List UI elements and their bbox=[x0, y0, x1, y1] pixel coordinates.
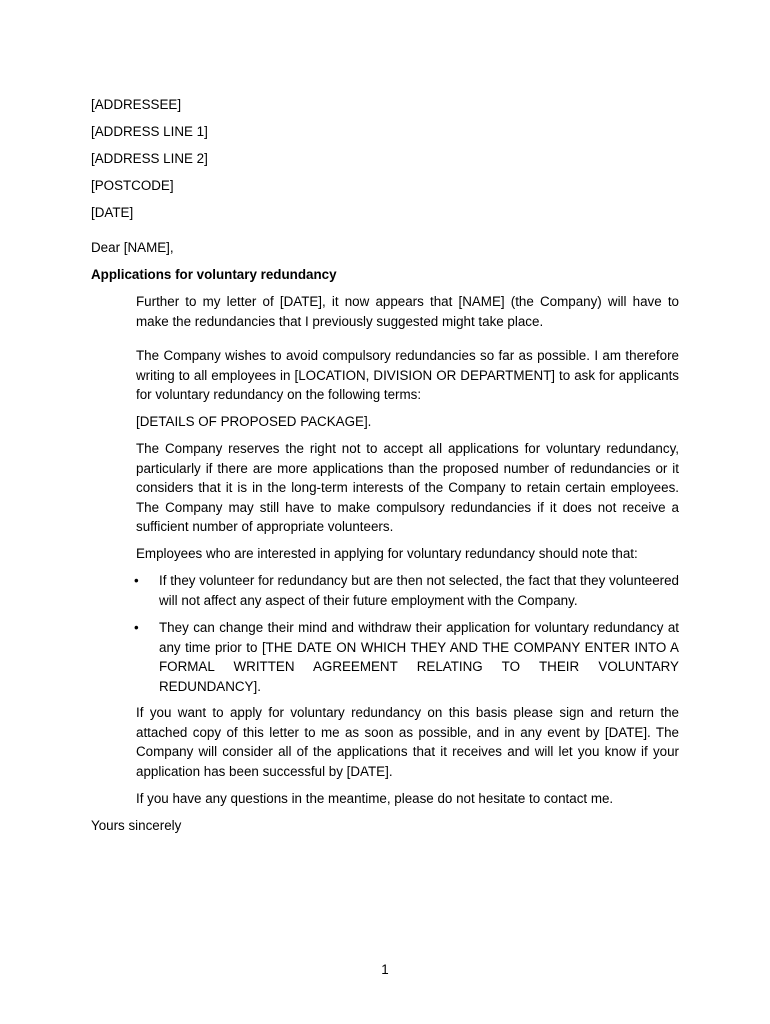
bullet-symbol: • bbox=[134, 573, 139, 588]
paragraph-7: If you have any questions in the meantime, please do not hesitate to contact me. bbox=[136, 791, 614, 806]
paragraph-6: If you want to apply for voluntary redundancy on this basis please sign and return the attached copy of this letter to me as soon as possible, and in any event by [DATE]. The Company will consider all of the applications that it receives and will let you know if your application has been successful by [DATE]. bbox=[136, 705, 679, 779]
paragraph-3: [DETAILS OF PROPOSED PACKAGE]. bbox=[136, 414, 372, 429]
bullet-text-2: They can change their mind and withdraw their application for voluntary redundancy at any time prior to [THE DATE ON WHICH THEY AND THE COMPANY ENTER INTO A FORMAL WRITTEN AGREEMENT RELATING TO THEIR VOLUNTARY REDUNDANCY]. bbox=[159, 620, 679, 694]
bullet-text-1: If they volunteer for redundancy but are then not selected, the fact that they volunteered will not affect any aspect of their future employment with the Company. bbox=[159, 573, 679, 608]
closing: Yours sincerely bbox=[91, 818, 182, 833]
paragraph-4: The Company reserves the right not to accept all applications for voluntary redundancy, particularly if there are more applications than the proposed number of redundancies or it considers that it is in the long-term interests of the Company to retain certain employees. The Company may still have to make compulsory redundancies if it does not receive a sufficient number of appropriate volunteers. bbox=[136, 441, 679, 534]
salutation: Dear [NAME], bbox=[91, 240, 174, 255]
date-line: [DATE] bbox=[91, 205, 134, 220]
paragraph-5: Employees who are interested in applying for voluntary redundancy should note that: bbox=[136, 546, 638, 561]
subject-heading: Applications for voluntary redundancy bbox=[91, 267, 337, 282]
paragraph-1: Further to my letter of [DATE], it now appears that [NAME] (the Company) will have to make the redundancies that I previously suggested might take place. bbox=[136, 294, 679, 329]
address-line-1: [ADDRESS LINE 1] bbox=[91, 124, 208, 139]
postcode-line: [POSTCODE] bbox=[91, 178, 174, 193]
paragraph-2: The Company wishes to avoid compulsory redundancies so far as possible. I am therefore writing to all employees in [LOCATION, DIVISION OR DEPARTMENT] to ask for applicants for voluntary redundancy on the following terms: bbox=[136, 348, 679, 402]
bullet-symbol: • bbox=[134, 620, 139, 635]
address-line-2: [ADDRESS LINE 2] bbox=[91, 151, 208, 166]
page-number: 1 bbox=[381, 962, 389, 977]
addressee-line: [ADDRESSEE] bbox=[91, 97, 182, 112]
